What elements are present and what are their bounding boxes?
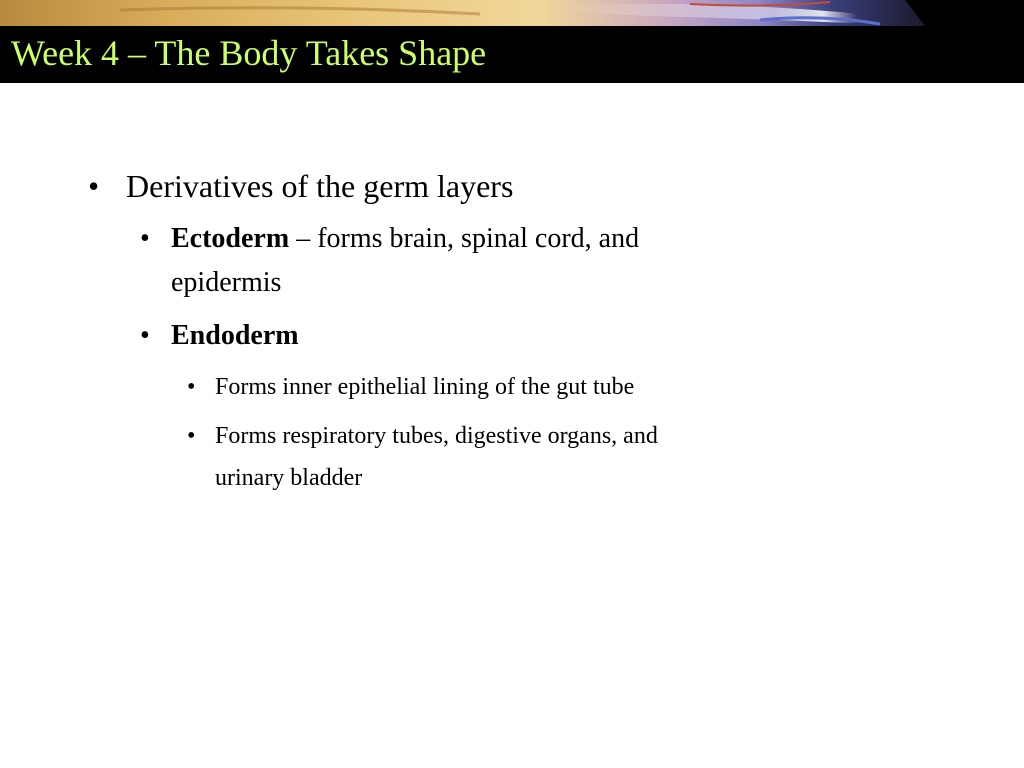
term-ectoderm: Ectoderm	[171, 223, 290, 254]
bullet-continuation: urinary bladder	[215, 465, 363, 491]
bullet-text	[171, 225, 639, 253]
bullet-text: Forms respiratory tubes, digestive organs, and	[215, 423, 658, 449]
ectoderm-description: – forms brain, spinal cord, and	[289, 223, 640, 254]
banner-image	[0, 0, 1024, 26]
bullet-glyph: •	[88, 168, 100, 204]
bullet-glyph: •	[140, 223, 150, 254]
slide-title: Week 4 – The Body Takes Shape	[11, 33, 487, 73]
bullet-glyph: •	[187, 423, 196, 449]
term-endoderm: Endoderm	[171, 320, 299, 351]
bullet-continuation: epidermis	[171, 267, 282, 298]
bullet-glyph: •	[140, 320, 150, 351]
bullet-glyph: •	[187, 374, 196, 400]
bullet-text: Forms inner epithelial lining of the gut tube	[215, 374, 635, 400]
banner-image-strip	[0, 0, 1024, 26]
bullet-text: Derivatives of the germ layers	[126, 168, 514, 204]
